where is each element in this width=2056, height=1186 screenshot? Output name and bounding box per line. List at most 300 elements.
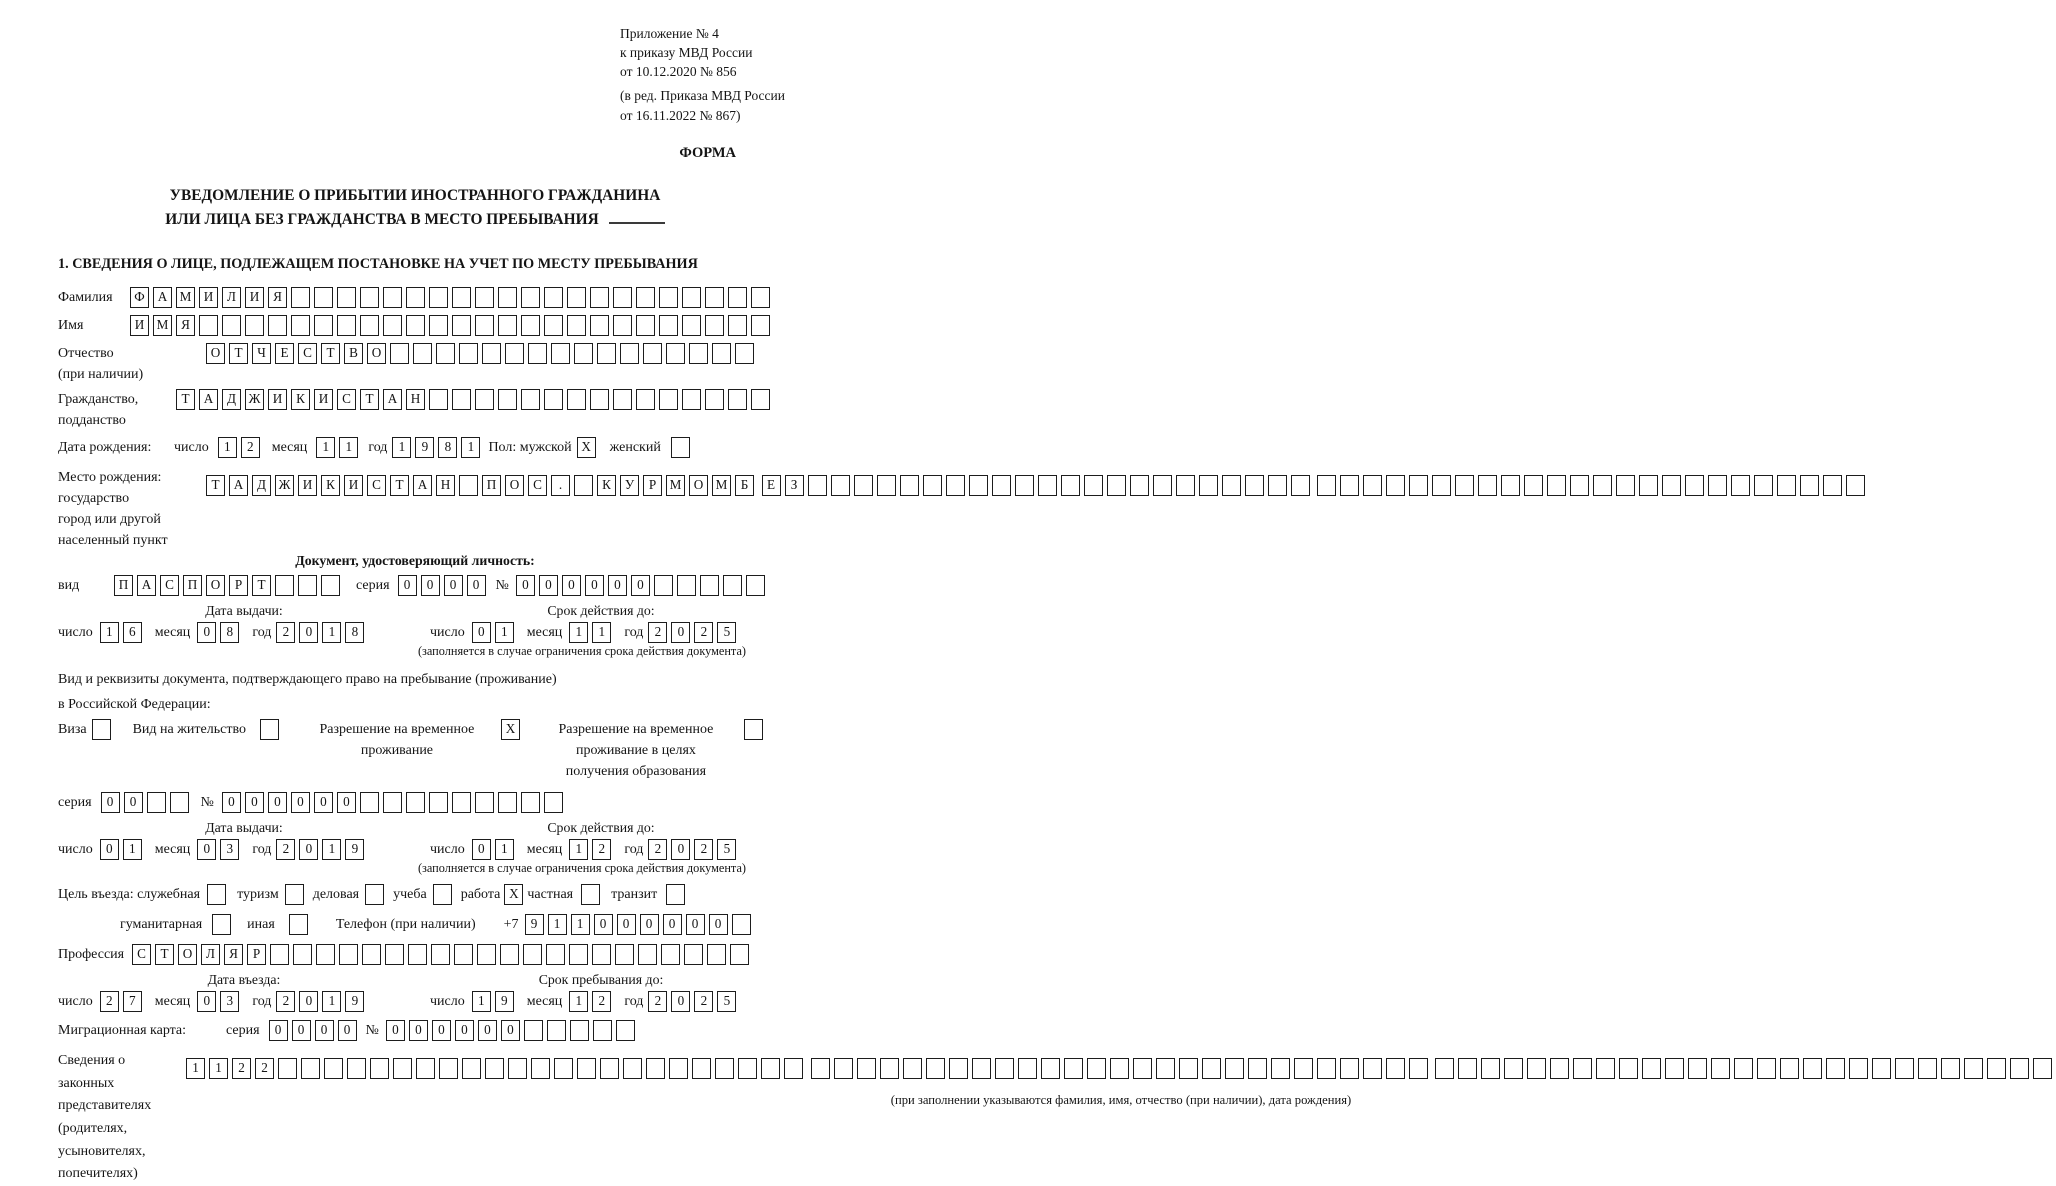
form-cell[interactable]	[544, 287, 563, 308]
form-cell[interactable]: 0	[478, 1020, 497, 1041]
form-cell[interactable]	[1780, 1058, 1799, 1079]
form-cell[interactable]: 9	[415, 437, 434, 458]
form-cell[interactable]: 0	[472, 622, 491, 643]
form-cell[interactable]	[1478, 475, 1497, 496]
form-cell[interactable]: Т	[206, 475, 225, 496]
form-cell[interactable]	[1616, 475, 1635, 496]
form-cell[interactable]	[1688, 1058, 1707, 1079]
form-cell[interactable]	[808, 475, 827, 496]
form-cell[interactable]: 0	[315, 1020, 334, 1041]
form-cell[interactable]: Д	[252, 475, 271, 496]
form-cell[interactable]: 0	[299, 839, 318, 860]
form-cell[interactable]	[636, 389, 655, 410]
form-cell[interactable]	[682, 389, 701, 410]
form-cell[interactable]	[1064, 1058, 1083, 1079]
form-cell[interactable]: Р	[643, 475, 662, 496]
form-cell[interactable]	[854, 475, 873, 496]
form-cell[interactable]: 0	[539, 575, 558, 596]
form-cell[interactable]	[498, 315, 517, 336]
form-cell[interactable]: 2	[648, 622, 667, 643]
form-cell[interactable]: 5	[717, 622, 736, 643]
form-cell[interactable]: Т	[252, 575, 271, 596]
form-cell[interactable]	[1642, 1058, 1661, 1079]
form-cell[interactable]: А	[229, 475, 248, 496]
form-cell[interactable]	[735, 343, 754, 364]
form-cell[interactable]	[1084, 475, 1103, 496]
form-cell[interactable]	[946, 475, 965, 496]
form-cell[interactable]: X	[577, 437, 596, 458]
form-cell[interactable]: 1	[209, 1058, 228, 1079]
form-cell[interactable]	[700, 575, 719, 596]
form-cell[interactable]	[523, 944, 542, 965]
form-cell[interactable]	[811, 1058, 830, 1079]
form-cell[interactable]: М	[712, 475, 731, 496]
form-cell[interactable]: 0	[269, 1020, 288, 1041]
form-cell[interactable]: 2	[100, 991, 119, 1012]
form-cell[interactable]	[1527, 1058, 1546, 1079]
form-cell[interactable]: 0	[409, 1020, 428, 1041]
form-cell[interactable]	[1803, 1058, 1822, 1079]
form-cell[interactable]	[547, 1020, 566, 1041]
form-cell[interactable]: X	[504, 884, 523, 905]
form-cell[interactable]	[1110, 1058, 1129, 1079]
form-cell[interactable]: 2	[694, 622, 713, 643]
form-cell[interactable]	[831, 475, 850, 496]
form-cell[interactable]	[567, 315, 586, 336]
form-cell[interactable]: А	[199, 389, 218, 410]
form-cell[interactable]	[1458, 1058, 1477, 1079]
form-cell[interactable]	[207, 884, 226, 905]
form-cell[interactable]	[289, 914, 308, 935]
form-cell[interactable]: 0	[608, 575, 627, 596]
form-cell[interactable]	[715, 1058, 734, 1079]
form-cell[interactable]	[436, 343, 455, 364]
form-cell[interactable]	[390, 343, 409, 364]
form-cell[interactable]	[707, 944, 726, 965]
form-cell[interactable]: А	[137, 575, 156, 596]
form-cell[interactable]	[360, 287, 379, 308]
form-cell[interactable]	[1734, 1058, 1753, 1079]
form-cell[interactable]	[1317, 1058, 1336, 1079]
form-cell[interactable]	[1018, 1058, 1037, 1079]
form-cell[interactable]: 0	[663, 914, 682, 935]
form-cell[interactable]	[682, 315, 701, 336]
form-cell[interactable]: .	[551, 475, 570, 496]
form-cell[interactable]	[212, 914, 231, 935]
form-cell[interactable]	[485, 1058, 504, 1079]
form-cell[interactable]	[360, 315, 379, 336]
form-cell[interactable]	[746, 575, 765, 596]
form-cell[interactable]: И	[199, 287, 218, 308]
form-cell[interactable]: 9	[525, 914, 544, 935]
form-cell[interactable]	[728, 315, 747, 336]
form-cell[interactable]: 0	[562, 575, 581, 596]
form-cell[interactable]	[995, 1058, 1014, 1079]
form-cell[interactable]: 5	[717, 839, 736, 860]
form-cell[interactable]	[1826, 1058, 1845, 1079]
form-cell[interactable]	[406, 287, 425, 308]
form-cell[interactable]	[1524, 475, 1543, 496]
form-cell[interactable]	[949, 1058, 968, 1079]
form-cell[interactable]: Я	[268, 287, 287, 308]
form-cell[interactable]	[1435, 1058, 1454, 1079]
form-cell[interactable]	[291, 287, 310, 308]
form-cell[interactable]	[877, 475, 896, 496]
form-cell[interactable]	[677, 575, 696, 596]
form-cell[interactable]	[730, 944, 749, 965]
form-cell[interactable]: 0	[101, 792, 120, 813]
form-cell[interactable]: 8	[438, 437, 457, 458]
form-cell[interactable]	[339, 944, 358, 965]
form-cell[interactable]	[324, 1058, 343, 1079]
form-cell[interactable]	[314, 315, 333, 336]
form-cell[interactable]: 0	[291, 792, 310, 813]
form-cell[interactable]	[452, 792, 471, 813]
form-cell[interactable]: 0	[631, 575, 650, 596]
form-cell[interactable]	[671, 437, 690, 458]
form-cell[interactable]	[1570, 475, 1589, 496]
form-cell[interactable]	[1222, 475, 1241, 496]
form-cell[interactable]	[2010, 1058, 2029, 1079]
form-cell[interactable]	[1386, 1058, 1405, 1079]
form-cell[interactable]: 0	[386, 1020, 405, 1041]
form-cell[interactable]	[623, 1058, 642, 1079]
form-cell[interactable]	[1087, 1058, 1106, 1079]
form-cell[interactable]	[370, 1058, 389, 1079]
form-cell[interactable]: 0	[197, 839, 216, 860]
form-cell[interactable]: 1	[322, 839, 341, 860]
form-cell[interactable]	[416, 1058, 435, 1079]
form-cell[interactable]: 0	[197, 622, 216, 643]
form-cell[interactable]	[475, 315, 494, 336]
form-cell[interactable]	[1291, 475, 1310, 496]
form-cell[interactable]	[413, 343, 432, 364]
form-cell[interactable]	[321, 575, 340, 596]
form-cell[interactable]	[521, 287, 540, 308]
form-cell[interactable]	[692, 1058, 711, 1079]
form-cell[interactable]	[666, 343, 685, 364]
form-cell[interactable]: 2	[255, 1058, 274, 1079]
form-cell[interactable]	[661, 944, 680, 965]
form-cell[interactable]: 0	[292, 1020, 311, 1041]
form-cell[interactable]	[429, 287, 448, 308]
form-cell[interactable]	[567, 287, 586, 308]
form-cell[interactable]	[462, 1058, 481, 1079]
form-cell[interactable]: 1	[123, 839, 142, 860]
form-cell[interactable]	[1015, 475, 1034, 496]
form-cell[interactable]: 1	[569, 622, 588, 643]
form-cell[interactable]: Т	[390, 475, 409, 496]
form-cell[interactable]	[268, 315, 287, 336]
form-cell[interactable]	[1964, 1058, 1983, 1079]
form-cell[interactable]	[1639, 475, 1658, 496]
form-cell[interactable]: Р	[247, 944, 266, 965]
form-cell[interactable]	[900, 475, 919, 496]
form-cell[interactable]: И	[245, 287, 264, 308]
form-cell[interactable]	[452, 287, 471, 308]
form-cell[interactable]	[475, 389, 494, 410]
form-cell[interactable]	[751, 287, 770, 308]
form-cell[interactable]: 0	[337, 792, 356, 813]
form-cell[interactable]	[1179, 1058, 1198, 1079]
form-cell[interactable]	[301, 1058, 320, 1079]
form-cell[interactable]	[1271, 1058, 1290, 1079]
form-cell[interactable]: 1	[592, 622, 611, 643]
form-cell[interactable]	[544, 389, 563, 410]
form-cell[interactable]: 0	[501, 1020, 520, 1041]
form-cell[interactable]	[1199, 475, 1218, 496]
form-cell[interactable]	[969, 475, 988, 496]
form-cell[interactable]	[1133, 1058, 1152, 1079]
form-cell[interactable]	[705, 389, 724, 410]
form-cell[interactable]: А	[153, 287, 172, 308]
form-cell[interactable]	[475, 792, 494, 813]
form-cell[interactable]	[1409, 475, 1428, 496]
form-cell[interactable]: М	[153, 315, 172, 336]
form-cell[interactable]	[682, 287, 701, 308]
form-cell[interactable]	[574, 475, 593, 496]
form-cell[interactable]	[275, 575, 294, 596]
form-cell[interactable]: Т	[229, 343, 248, 364]
form-cell[interactable]	[1294, 1058, 1313, 1079]
form-cell[interactable]: Я	[176, 315, 195, 336]
form-cell[interactable]: Ф	[130, 287, 149, 308]
form-cell[interactable]	[705, 287, 724, 308]
form-cell[interactable]	[544, 315, 563, 336]
form-cell[interactable]	[1685, 475, 1704, 496]
form-cell[interactable]: О	[689, 475, 708, 496]
form-cell[interactable]	[1918, 1058, 1937, 1079]
form-cell[interactable]	[1731, 475, 1750, 496]
form-cell[interactable]: 0	[338, 1020, 357, 1041]
form-cell[interactable]: 2	[592, 991, 611, 1012]
form-cell[interactable]: 2	[241, 437, 260, 458]
form-cell[interactable]: 9	[345, 839, 364, 860]
form-cell[interactable]	[751, 315, 770, 336]
form-cell[interactable]	[554, 1058, 573, 1079]
form-cell[interactable]	[429, 315, 448, 336]
form-cell[interactable]: 3	[220, 991, 239, 1012]
form-cell[interactable]: С	[367, 475, 386, 496]
form-cell[interactable]: 0	[640, 914, 659, 935]
form-cell[interactable]	[761, 1058, 780, 1079]
form-cell[interactable]: Н	[436, 475, 455, 496]
form-cell[interactable]	[1061, 475, 1080, 496]
form-cell[interactable]	[684, 944, 703, 965]
form-cell[interactable]: Б	[735, 475, 754, 496]
form-cell[interactable]	[544, 792, 563, 813]
form-cell[interactable]	[1573, 1058, 1592, 1079]
form-cell[interactable]	[439, 1058, 458, 1079]
form-cell[interactable]: Е	[275, 343, 294, 364]
form-cell[interactable]	[505, 343, 524, 364]
form-cell[interactable]: 0	[467, 575, 486, 596]
form-cell[interactable]	[454, 944, 473, 965]
form-cell[interactable]: П	[183, 575, 202, 596]
form-cell[interactable]	[570, 1020, 589, 1041]
form-cell[interactable]: 1	[571, 914, 590, 935]
form-cell[interactable]	[597, 343, 616, 364]
form-cell[interactable]: Н	[406, 389, 425, 410]
form-cell[interactable]	[170, 792, 189, 813]
form-cell[interactable]: 1	[495, 622, 514, 643]
form-cell[interactable]: 7	[123, 991, 142, 1012]
form-cell[interactable]: 8	[345, 622, 364, 643]
form-cell[interactable]: Л	[201, 944, 220, 965]
form-cell[interactable]	[1895, 1058, 1914, 1079]
form-cell[interactable]	[590, 389, 609, 410]
form-cell[interactable]	[1268, 475, 1287, 496]
form-cell[interactable]: 0	[314, 792, 333, 813]
form-cell[interactable]	[577, 1058, 596, 1079]
form-cell[interactable]	[1245, 475, 1264, 496]
form-cell[interactable]: 0	[268, 792, 287, 813]
form-cell[interactable]: 0	[444, 575, 463, 596]
form-cell[interactable]	[1038, 475, 1057, 496]
form-cell[interactable]	[406, 792, 425, 813]
form-cell[interactable]	[1757, 1058, 1776, 1079]
form-cell[interactable]: Т	[155, 944, 174, 965]
form-cell[interactable]	[524, 1020, 543, 1041]
form-cell[interactable]	[385, 944, 404, 965]
form-cell[interactable]	[1872, 1058, 1891, 1079]
form-cell[interactable]	[712, 343, 731, 364]
form-cell[interactable]: 0	[299, 991, 318, 1012]
form-cell[interactable]: К	[321, 475, 340, 496]
form-cell[interactable]	[992, 475, 1011, 496]
form-cell[interactable]	[546, 944, 565, 965]
form-cell[interactable]: 1	[322, 991, 341, 1012]
form-cell[interactable]: 2	[694, 991, 713, 1012]
form-cell[interactable]	[285, 884, 304, 905]
form-cell[interactable]	[903, 1058, 922, 1079]
form-cell[interactable]: 0	[516, 575, 535, 596]
form-cell[interactable]: С	[160, 575, 179, 596]
form-cell[interactable]: Ж	[275, 475, 294, 496]
form-cell[interactable]: 2	[232, 1058, 251, 1079]
form-cell[interactable]: 0	[594, 914, 613, 935]
form-cell[interactable]	[857, 1058, 876, 1079]
form-cell[interactable]	[659, 315, 678, 336]
form-cell[interactable]	[431, 944, 450, 965]
form-cell[interactable]	[620, 343, 639, 364]
form-cell[interactable]	[636, 315, 655, 336]
form-cell[interactable]	[1041, 1058, 1060, 1079]
form-cell[interactable]	[362, 944, 381, 965]
form-cell[interactable]: 0	[686, 914, 705, 935]
form-cell[interactable]	[429, 792, 448, 813]
form-cell[interactable]: 0	[398, 575, 417, 596]
form-cell[interactable]	[646, 1058, 665, 1079]
form-cell[interactable]	[498, 287, 517, 308]
form-cell[interactable]: 0	[585, 575, 604, 596]
form-cell[interactable]: 9	[495, 991, 514, 1012]
form-cell[interactable]	[260, 719, 279, 740]
form-cell[interactable]: 0	[472, 839, 491, 860]
form-cell[interactable]	[1593, 475, 1612, 496]
form-cell[interactable]	[689, 343, 708, 364]
form-cell[interactable]	[498, 389, 517, 410]
form-cell[interactable]	[1340, 475, 1359, 496]
form-cell[interactable]	[613, 315, 632, 336]
form-cell[interactable]: В	[344, 343, 363, 364]
form-cell[interactable]	[521, 315, 540, 336]
form-cell[interactable]	[613, 389, 632, 410]
form-cell[interactable]: У	[620, 475, 639, 496]
form-cell[interactable]: Л	[222, 287, 241, 308]
form-cell[interactable]	[293, 944, 312, 965]
form-cell[interactable]	[1665, 1058, 1684, 1079]
form-cell[interactable]: 1	[569, 839, 588, 860]
form-cell[interactable]	[408, 944, 427, 965]
form-cell[interactable]	[1662, 475, 1681, 496]
form-cell[interactable]	[347, 1058, 366, 1079]
form-cell[interactable]: 1	[472, 991, 491, 1012]
form-cell[interactable]	[1800, 475, 1819, 496]
form-cell[interactable]: 6	[123, 622, 142, 643]
form-cell[interactable]	[383, 287, 402, 308]
form-cell[interactable]: X	[501, 719, 520, 740]
form-cell[interactable]: А	[383, 389, 402, 410]
form-cell[interactable]	[738, 1058, 757, 1079]
form-cell[interactable]	[1711, 1058, 1730, 1079]
form-cell[interactable]	[751, 389, 770, 410]
form-cell[interactable]	[278, 1058, 297, 1079]
form-cell[interactable]: Е	[762, 475, 781, 496]
form-cell[interactable]	[567, 389, 586, 410]
form-cell[interactable]: М	[666, 475, 685, 496]
form-cell[interactable]	[923, 475, 942, 496]
form-cell[interactable]: И	[298, 475, 317, 496]
form-cell[interactable]	[1130, 475, 1149, 496]
form-cell[interactable]: 0	[197, 991, 216, 1012]
form-cell[interactable]	[1363, 1058, 1382, 1079]
form-cell[interactable]	[659, 287, 678, 308]
form-cell[interactable]	[199, 315, 218, 336]
form-cell[interactable]	[1455, 475, 1474, 496]
form-cell[interactable]: С	[337, 389, 356, 410]
form-cell[interactable]	[1317, 475, 1336, 496]
form-cell[interactable]: С	[132, 944, 151, 965]
form-cell[interactable]	[1547, 475, 1566, 496]
form-cell[interactable]: 0	[299, 622, 318, 643]
form-cell[interactable]: 0	[245, 792, 264, 813]
form-cell[interactable]	[666, 884, 685, 905]
form-cell[interactable]	[337, 315, 356, 336]
form-cell[interactable]	[337, 287, 356, 308]
form-cell[interactable]	[477, 944, 496, 965]
form-cell[interactable]: П	[482, 475, 501, 496]
form-cell[interactable]	[1386, 475, 1405, 496]
form-cell[interactable]	[1225, 1058, 1244, 1079]
form-cell[interactable]	[452, 315, 471, 336]
form-cell[interactable]	[298, 575, 317, 596]
form-cell[interactable]	[1777, 475, 1796, 496]
form-cell[interactable]	[1550, 1058, 1569, 1079]
form-cell[interactable]	[638, 944, 657, 965]
form-cell[interactable]: 2	[276, 839, 295, 860]
form-cell[interactable]: Я	[224, 944, 243, 965]
form-cell[interactable]	[383, 315, 402, 336]
form-cell[interactable]	[728, 287, 747, 308]
form-cell[interactable]	[654, 575, 673, 596]
form-cell[interactable]: 1	[339, 437, 358, 458]
form-cell[interactable]: 5	[717, 991, 736, 1012]
form-cell[interactable]	[1409, 1058, 1428, 1079]
form-cell[interactable]: И	[130, 315, 149, 336]
form-cell[interactable]	[1987, 1058, 2006, 1079]
form-cell[interactable]: 0	[617, 914, 636, 935]
